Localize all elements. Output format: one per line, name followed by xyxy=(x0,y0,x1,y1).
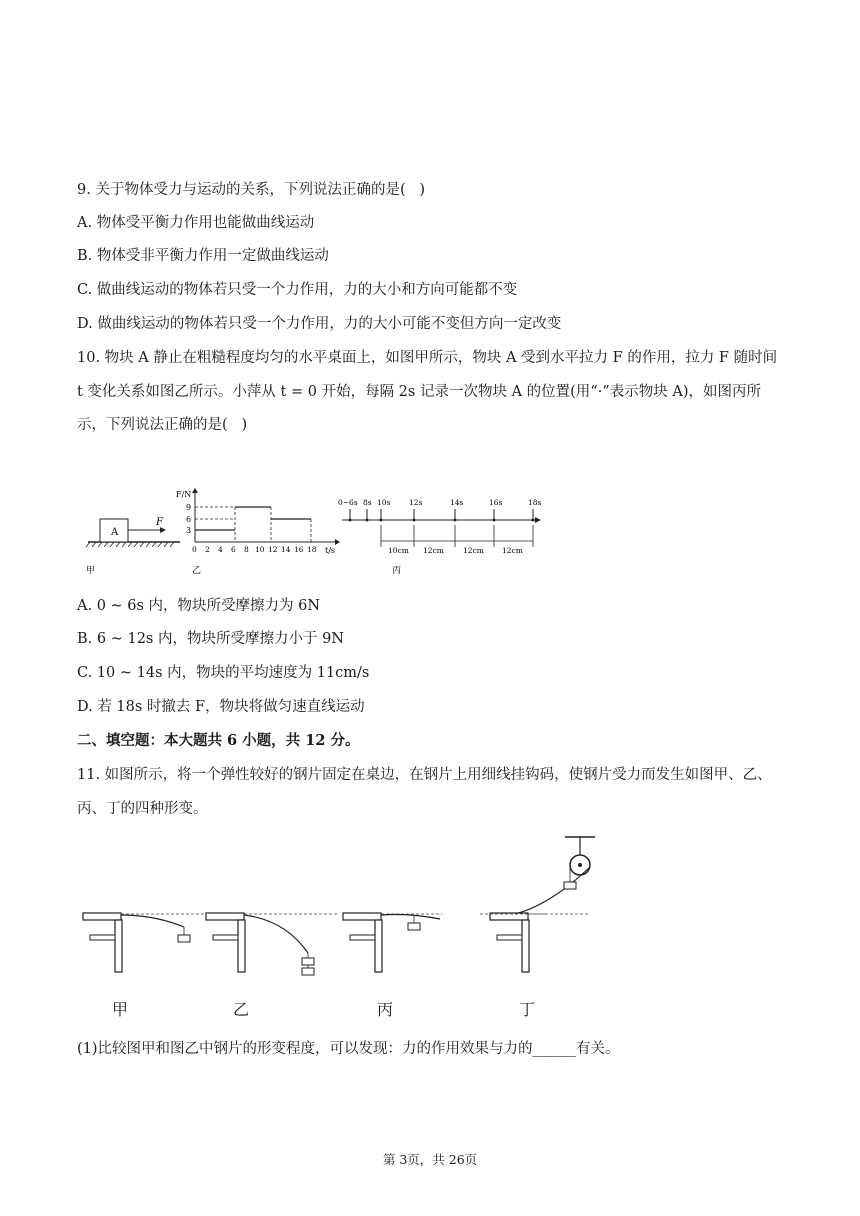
timeline-label-16s: 16s xyxy=(489,498,503,507)
graph-x-tick-14: 14 xyxy=(281,545,291,554)
distance-label-2: 12cm xyxy=(423,546,444,555)
timeline-label-8s: 8s xyxy=(363,498,372,507)
q9-option-b: B. 物体受非平衡力作用一定做曲线运动 xyxy=(77,248,329,264)
timeline-label-10s: 10s xyxy=(377,498,391,507)
q10-figure xyxy=(80,485,550,575)
force-label: F xyxy=(156,517,163,528)
graph-x-tick-6: 6 xyxy=(231,545,236,554)
graph-x-tick-8: 8 xyxy=(244,545,249,554)
timeline-label-18s: 18s xyxy=(528,498,542,507)
figure-yi-graph xyxy=(176,488,340,555)
q11-label-jia: 甲 xyxy=(112,1000,129,1019)
block-a-label: A xyxy=(111,527,119,538)
graph-y-tick-9: 9 xyxy=(186,503,192,512)
figure-label-yi: 乙 xyxy=(192,566,202,575)
distance-label-1: 10cm xyxy=(388,546,409,555)
graph-x-tick-12: 12 xyxy=(268,545,278,554)
q9-option-c: C. 做曲线运动的物体若只受一个力作用，力的大小和方向可能都不变 xyxy=(77,282,518,298)
graph-x-tick-16: 16 xyxy=(294,545,304,554)
q9-stem: 9. 关于物体受力与运动的关系，下列说法正确的是( ) xyxy=(77,182,426,198)
graph-y-axis-label: F/N xyxy=(176,490,192,499)
figure-11-bing xyxy=(343,913,442,972)
graph-x-axis-label: t/s xyxy=(325,546,336,555)
graph-x-tick-0: 0 xyxy=(192,545,197,554)
q10-stem-line3: 示，下列说法正确的是( ) xyxy=(77,417,248,433)
q9-option-d: D. 做曲线运动的物体若只受一个力作用，力的大小可能不变但方向一定改变 xyxy=(77,316,562,332)
distance-label-4: 12cm xyxy=(502,546,523,555)
figure-label-bing: 丙 xyxy=(392,566,402,575)
graph-y-tick-3: 3 xyxy=(186,526,192,535)
q10-option-c: C. 10 ~ 14s 内，物块的平均速度为 11cm/s xyxy=(77,665,370,681)
graph-x-tick-18: 18 xyxy=(307,545,317,554)
q11-stem-line2: 丙、丁的四种形变。 xyxy=(77,801,208,817)
q10-option-d: D. 若 18s 时撤去 F，物块将做匀速直线运动 xyxy=(77,699,365,715)
figure-bing-timeline xyxy=(338,498,542,555)
q10-stem-line2: t 变化关系如图乙所示。小萍从 t = 0 开始，每隔 2s 记录一次物块 A 的位置(用“·”表示物块 A)，如图丙所 xyxy=(77,384,761,400)
timeline-label-14s: 14s xyxy=(450,498,464,507)
graph-x-tick-4: 4 xyxy=(218,545,223,554)
q11-label-bing: 丙 xyxy=(377,1000,394,1019)
page-footer: 第 3页，共 26页 xyxy=(382,1152,478,1167)
q11-label-ding: 丁 xyxy=(519,1000,536,1019)
q10-option-a: A. 0 ~ 6s 内，物块所受摩擦力为 6N xyxy=(77,598,321,614)
q11-figure-ding-pulley xyxy=(480,835,630,985)
timeline-label-12s: 12s xyxy=(409,498,423,507)
figure-label-jia: 甲 xyxy=(86,566,96,575)
figure-11-jia xyxy=(83,913,215,972)
q11-sub1: (1)比较图甲和图乙中钢片的形变程度，可以发现：力的作用效果与力的______有关。 xyxy=(77,1041,620,1057)
q10-option-b: B. 6 ~ 12s 内，物块所受摩擦力小于 9N xyxy=(77,631,344,647)
q11-stem-line1: 11. 如图所示，将一个弹性较好的钢片固定在桌边，在钢片上用细线挂钩码，使钢片受力而发生如图甲、乙、 xyxy=(77,767,772,783)
timeline-label-0-6s: 0~6s xyxy=(338,498,358,507)
distance-label-3: 12cm xyxy=(463,546,484,555)
q11-label-yi: 乙 xyxy=(233,1000,250,1019)
figure-11-yi xyxy=(206,913,338,975)
figure-jia xyxy=(86,517,180,547)
graph-x-tick-2: 2 xyxy=(205,545,210,554)
q9-option-a: A. 物体受平衡力作用也能做曲线运动 xyxy=(77,215,315,231)
section2-heading: 二、填空题：本大题共 6 小题，共 12 分。 xyxy=(77,732,360,749)
graph-y-tick-6: 6 xyxy=(186,515,192,524)
q10-stem-line1: 10. 物块 A 静止在粗糙程度均匀的水平桌面上，如图甲所示，物块 A 受到水平拉力 F 的作用，拉力 F 随时间 xyxy=(77,350,778,366)
graph-x-tick-10: 10 xyxy=(255,545,265,554)
